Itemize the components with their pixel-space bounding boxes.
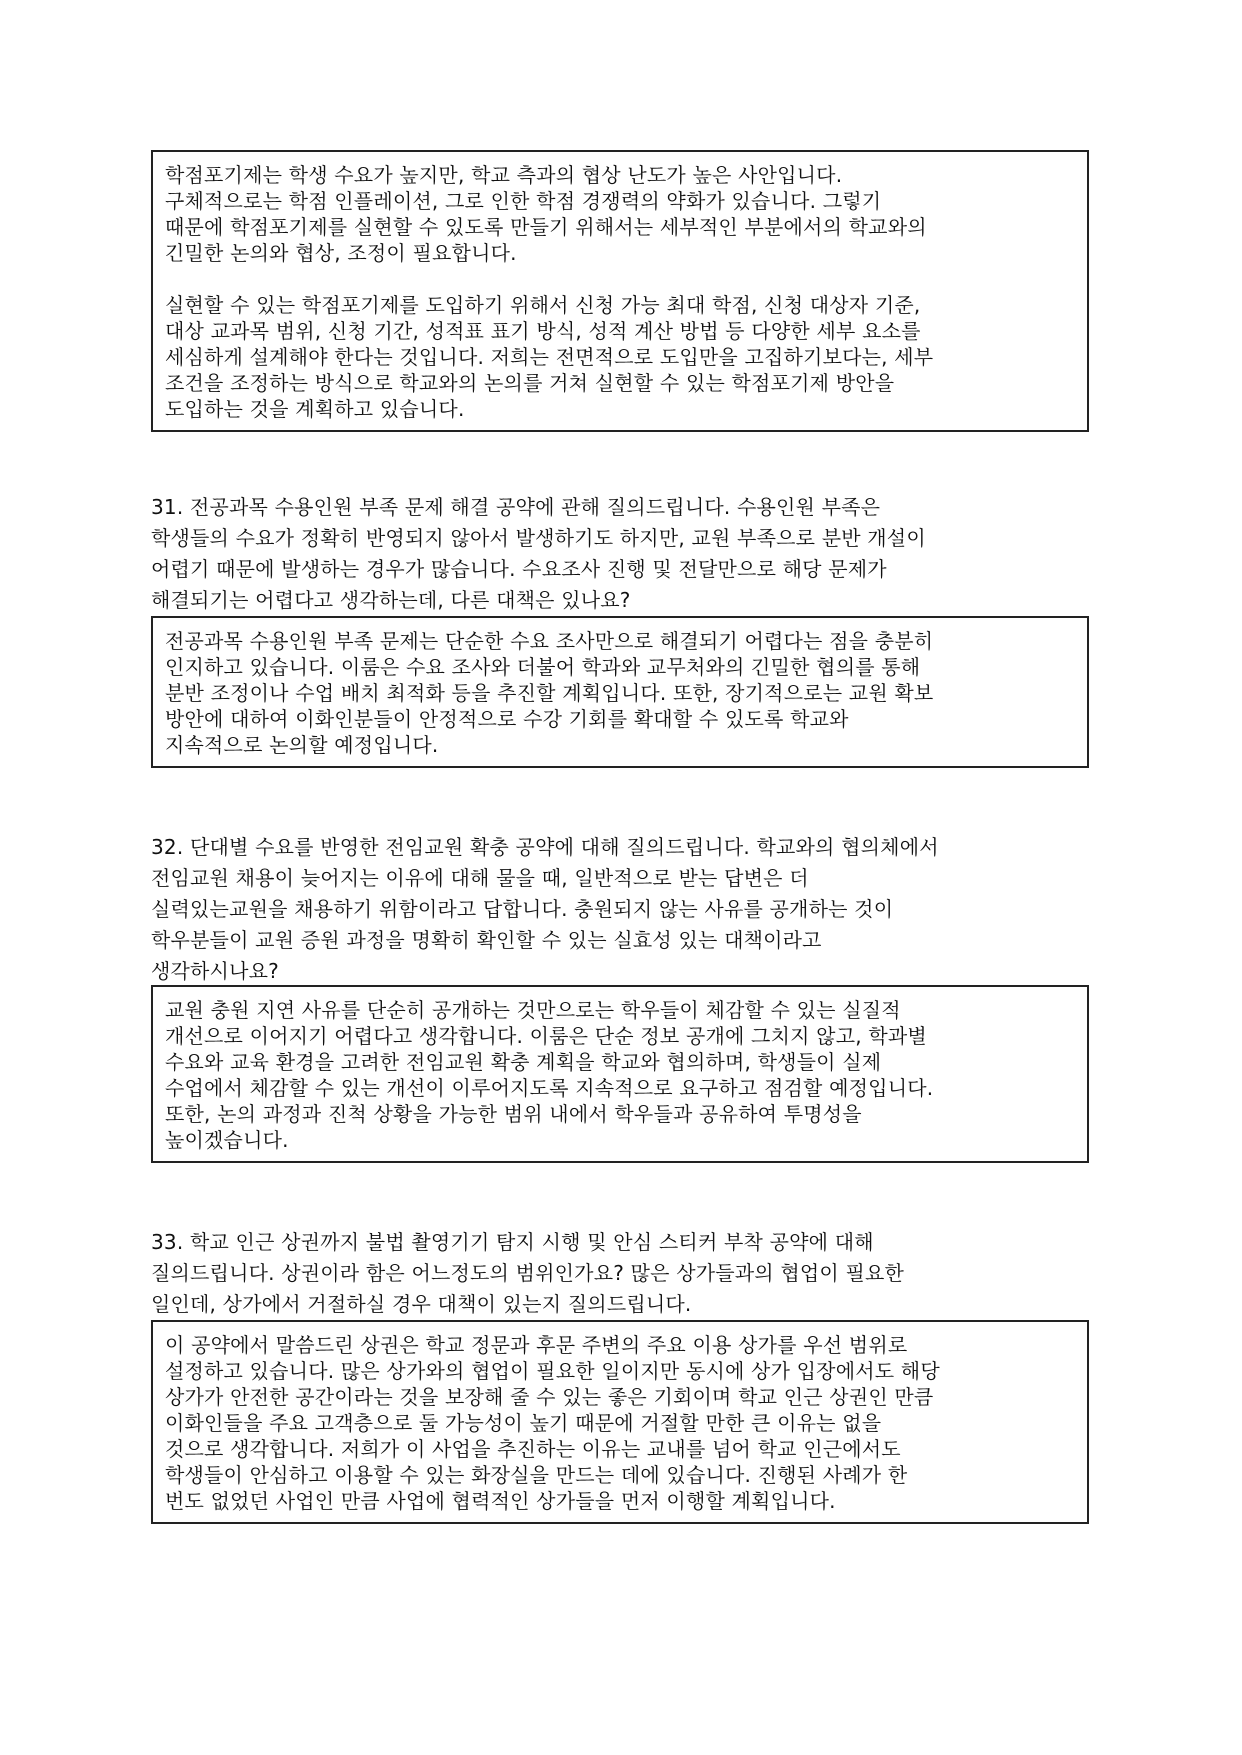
answer-30-line: 긴밀한 논의와 협상, 조정이 필요합니다. [165,241,517,265]
answer-32-line: 높이겠습니다. [165,1128,289,1152]
question-31 [151,492,1091,616]
question-32-line: 생각하시나요? [151,959,279,983]
answer-30-line: 구체적으로는 학점 인플레이션, 그로 인한 학점 경쟁력의 약화가 있습니다. 그렇기 [165,189,882,213]
answer-box-31 [151,616,1089,768]
answer-33-line: 이화인들을 주요 고객층으로 둘 가능성이 높기 때문에 거절할 만한 큰 이유는 없을 [165,1411,882,1435]
question-32-line: 32. 단대별 수요를 반영한 전임교원 확충 공약에 대해 질의드립니다. 학교와의 협의체에서 [151,835,939,859]
question-32-line: 전임교원 채용이 늦어지는 이유에 대해 물을 때, 일반적으로 받는 답변은 더 [151,866,809,890]
question-33-line: 질의드립니다. 상권이라 함은 어느정도의 범위인가요? 많은 상가들과의 협업이 필요한 [151,1261,905,1285]
question-33-line: 일인데, 상가에서 거절하실 경우 대책이 있는지 질의드립니다. [151,1292,692,1316]
question-33 [151,1227,1091,1320]
answer-box-33 [151,1320,1089,1524]
answer-box-30 [151,150,1089,432]
answer-32-line: 수요와 교육 환경을 고려한 전임교원 확충 계획을 학교와 협의하며, 학생들이 실제 [165,1050,882,1074]
question-31-line: 해결되기는 어렵다고 생각하는데, 다른 대책은 있나요? [151,588,631,612]
question-33-line: 33. 학교 인근 상권까지 불법 촬영기기 탐지 시행 및 안심 스티커 부착 공약에 대해 [151,1230,874,1254]
question-32 [151,832,1091,987]
question-32-line: 학우분들이 교원 증원 과정을 명확히 확인할 수 있는 실효성 있는 대책이라고 [151,928,822,952]
answer-33-line: 번도 없었던 사업인 만큼 사업에 협력적인 상가들을 먼저 이행할 계획입니다. [165,1489,836,1513]
answer-31-line: 전공과목 수용인원 부족 문제는 단순한 수요 조사만으로 해결되기 어렵다는 점을 충분히 [165,629,934,653]
answer-33-line: 설정하고 있습니다. 많은 상가와의 협업이 필요한 일이지만 동시에 상가 입장에서도 해당 [165,1359,940,1383]
answer-30-line: 실현할 수 있는 학점포기제를 도입하기 위해서 신청 가능 최대 학점, 신청 대상자 기준, [165,293,921,317]
answer-30-line: 학점포기제는 학생 수요가 높지만, 학교 측과의 협상 난도가 높은 사안입니다. [165,163,843,187]
question-31-line: 어렵기 때문에 발생하는 경우가 많습니다. 수요조사 진행 및 전달만으로 해당 문제가 [151,557,887,581]
answer-31-line: 방안에 대하여 이화인분들이 안정적으로 수강 기회를 확대할 수 있도록 학교와 [165,707,849,731]
question-31-line: 31. 전공과목 수용인원 부족 문제 해결 공약에 관해 질의드립니다. 수용인원 부족은 [151,495,881,519]
answer-31-line: 인지하고 있습니다. 이룸은 수요 조사와 더불어 학과와 교무처와의 긴밀한 협의를 통해 [165,655,921,679]
question-32-line: 실력있는교원을 채용하기 위함이라고 답합니다. 충원되지 않는 사유를 공개하는 것이 [151,897,894,921]
answer-31-line: 분반 조정이나 수업 배치 최적화 등을 추진할 계획입니다. 또한, 장기적으로는 교원 확보 [165,681,934,705]
answer-30-line: 도입하는 것을 계획하고 있습니다. [165,397,465,421]
question-31-line: 학생들의 수요가 정확히 반영되지 않아서 발생하기도 하지만, 교원 부족으로 분반 개설이 [151,526,926,550]
paragraph-spacer [165,266,1073,292]
answer-33-line: 학생들이 안심하고 이용할 수 있는 화장실을 만드는 데에 있습니다. 진행된 사례가 한 [165,1463,908,1487]
answer-33-line: 상가가 안전한 공간이라는 것을 보장해 줄 수 있는 좋은 기회이며 학교 인근 상권인 만큼 [165,1385,934,1409]
answer-30-line: 때문에 학점포기제를 실현할 수 있도록 만들기 위해서는 세부적인 부분에서의 학교와의 [165,215,927,239]
answer-32-line: 개선으로 이어지기 어렵다고 생각합니다. 이룸은 단순 정보 공개에 그치지 않고, 학과별 [165,1024,927,1048]
answer-30-line: 조건을 조정하는 방식으로 학교와의 논의를 거쳐 실현할 수 있는 학점포기제 방안을 [165,371,895,395]
answer-33-line: 것으로 생각합니다. 저희가 이 사업을 추진하는 이유는 교내를 넘어 학교 인근에서도 [165,1437,901,1461]
answer-32-line: 교원 충원 지연 사유를 단순히 공개하는 것만으로는 학우들이 체감할 수 있는 실질적 [165,998,901,1022]
answer-30-line: 대상 교과목 범위, 신청 기간, 성적표 표기 방식, 성적 계산 방법 등 다양한 세부 요소를 [165,319,921,343]
answer-33-line: 이 공약에서 말씀드린 상권은 학교 정문과 후문 주변의 주요 이용 상가를 우선 범위로 [165,1333,908,1357]
answer-box-32 [151,985,1089,1163]
answer-32-line: 수업에서 체감할 수 있는 개선이 이루어지도록 지속적으로 요구하고 점검할 예정입니다. [165,1076,934,1100]
answer-30-line: 세심하게 설계해야 한다는 것입니다. 저희는 전면적으로 도입만을 고집하기보다는, 세부 [165,345,934,369]
answer-31-line: 지속적으로 논의할 예정입니다. [165,733,439,757]
answer-32-line: 또한, 논의 과정과 진척 상황을 가능한 범위 내에서 학우들과 공유하여 투명성을 [165,1102,862,1126]
